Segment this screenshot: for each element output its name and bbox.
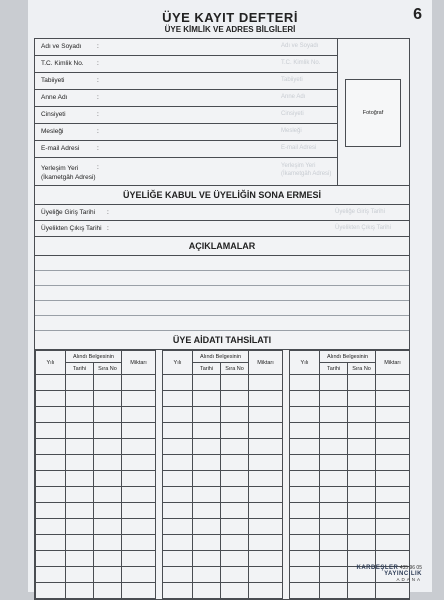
- column-gap: [283, 439, 290, 455]
- fee-cell[interactable]: [249, 487, 283, 503]
- fee-cell[interactable]: [221, 503, 249, 519]
- fee-cell[interactable]: [94, 519, 122, 535]
- fee-cell[interactable]: [221, 423, 249, 439]
- fee-cell[interactable]: [66, 471, 94, 487]
- fee-cell[interactable]: [94, 391, 122, 407]
- fee-cell[interactable]: [193, 407, 221, 423]
- fee-cell[interactable]: [66, 535, 94, 551]
- amount-header: Miktarı: [376, 351, 410, 375]
- column-gap: [156, 551, 163, 567]
- fee-cell[interactable]: [221, 471, 249, 487]
- fee-cell[interactable]: [122, 535, 156, 551]
- fee-cell[interactable]: [320, 423, 348, 439]
- fee-row: [36, 439, 410, 455]
- notes-section-title: AÇIKLAMALAR: [35, 237, 409, 256]
- fee-cell[interactable]: [66, 487, 94, 503]
- column-gap: [283, 375, 290, 391]
- fee-cell[interactable]: [163, 455, 193, 471]
- fee-cell[interactable]: [290, 391, 320, 407]
- field-colon: :: [97, 128, 99, 135]
- fee-cell[interactable]: [122, 439, 156, 455]
- column-gap: [283, 583, 290, 599]
- fee-row: [36, 423, 410, 439]
- fee-row: [36, 583, 410, 599]
- fee-cell[interactable]: [320, 487, 348, 503]
- field-watermark: Cinsiyeti: [281, 111, 304, 117]
- serial-header: Sıra No: [221, 363, 249, 375]
- notes-line[interactable]: [35, 271, 409, 286]
- fee-cell[interactable]: [163, 487, 193, 503]
- fee-cell[interactable]: [290, 455, 320, 471]
- publisher-logo: [357, 565, 422, 582]
- field-row[interactable]: [35, 124, 337, 141]
- fee-row: [36, 551, 410, 567]
- fee-cell[interactable]: [94, 455, 122, 471]
- fee-cell[interactable]: [249, 503, 283, 519]
- field-row[interactable]: [35, 90, 337, 107]
- fee-cell[interactable]: [249, 375, 283, 391]
- fee-cell[interactable]: [94, 583, 122, 599]
- fee-cell[interactable]: [290, 375, 320, 391]
- fee-cell[interactable]: [122, 567, 156, 583]
- amount-header: Miktarı: [122, 351, 156, 375]
- column-gap: [156, 351, 163, 375]
- date-header: Tarihi: [320, 363, 348, 375]
- personal-fields: [35, 39, 338, 185]
- year-header: Yılı: [163, 351, 193, 375]
- fees-subheader-row: [36, 363, 410, 375]
- fee-cell[interactable]: [249, 439, 283, 455]
- fee-cell[interactable]: [36, 551, 66, 567]
- photo-column: [337, 39, 409, 185]
- fee-cell[interactable]: [193, 551, 221, 567]
- column-gap: [283, 391, 290, 407]
- year-header: Yılı: [290, 351, 320, 375]
- residence-watermark-note: (İkametgâh Adresi): [281, 171, 332, 177]
- fee-cell[interactable]: [249, 519, 283, 535]
- column-gap: [283, 567, 290, 583]
- residence-colon: :: [97, 164, 99, 171]
- fee-cell[interactable]: [193, 503, 221, 519]
- column-gap: [283, 407, 290, 423]
- photo-box[interactable]: [345, 79, 401, 147]
- column-gap: [283, 551, 290, 567]
- fee-cell[interactable]: [348, 439, 376, 455]
- fee-cell[interactable]: [249, 407, 283, 423]
- column-gap: [156, 455, 163, 471]
- personal-info-block: [35, 39, 409, 186]
- field-colon: :: [97, 145, 99, 152]
- column-gap: [156, 407, 163, 423]
- field-label: Tabiiyeti: [41, 77, 65, 84]
- fee-cell[interactable]: [66, 423, 94, 439]
- column-gap: [156, 567, 163, 583]
- fees-header-row: [36, 351, 410, 363]
- fee-cell[interactable]: [376, 519, 410, 535]
- membership-field-watermark: Üyelikten Çıkış Tarihi: [335, 225, 391, 231]
- membership-section-title: ÜYELİĞE KABUL VE ÜYELİĞİN SONA ERMESİ: [35, 186, 409, 205]
- fee-cell[interactable]: [163, 567, 193, 583]
- fee-cell[interactable]: [221, 519, 249, 535]
- date-header: Tarihi: [66, 363, 94, 375]
- fee-cell[interactable]: [348, 423, 376, 439]
- fees-section-title: ÜYE AİDATI TAHSİLATI: [35, 331, 409, 350]
- fee-cell[interactable]: [320, 439, 348, 455]
- membership-field-row[interactable]: [35, 221, 409, 237]
- fee-cell[interactable]: [249, 535, 283, 551]
- fee-cell[interactable]: [66, 567, 94, 583]
- fee-cell[interactable]: [94, 439, 122, 455]
- field-watermark: Adı ve Soyadı: [281, 43, 319, 49]
- fee-cell[interactable]: [376, 503, 410, 519]
- fee-cell[interactable]: [94, 503, 122, 519]
- fee-cell[interactable]: [290, 551, 320, 567]
- page-title: ÜYE KAYIT DEFTERİ: [162, 10, 298, 25]
- fee-cell[interactable]: [320, 455, 348, 471]
- fee-cell[interactable]: [249, 471, 283, 487]
- fee-cell[interactable]: [221, 551, 249, 567]
- fee-cell[interactable]: [94, 407, 122, 423]
- fee-cell[interactable]: [94, 551, 122, 567]
- fee-cell[interactable]: [348, 535, 376, 551]
- fee-cell[interactable]: [348, 487, 376, 503]
- date-header: Tarihi: [193, 363, 221, 375]
- field-watermark: Anne Adı: [281, 94, 306, 100]
- form-page: [28, 0, 432, 592]
- fee-cell[interactable]: [36, 567, 66, 583]
- fee-cell[interactable]: [290, 423, 320, 439]
- receipt-header: Alındı Belgesinin: [193, 351, 249, 363]
- fee-cell[interactable]: [376, 407, 410, 423]
- fee-cell[interactable]: [36, 439, 66, 455]
- fee-cell[interactable]: [221, 375, 249, 391]
- fee-cell[interactable]: [122, 471, 156, 487]
- fee-cell[interactable]: [290, 439, 320, 455]
- residence-label: [41, 164, 96, 182]
- fee-cell[interactable]: [320, 391, 348, 407]
- member-form: [34, 38, 410, 600]
- fee-row: [36, 503, 410, 519]
- serial-header: Sıra No: [94, 363, 122, 375]
- field-row[interactable]: [35, 39, 337, 56]
- fee-cell[interactable]: [249, 391, 283, 407]
- field-colon: :: [97, 43, 99, 50]
- fee-cell[interactable]: [376, 423, 410, 439]
- receipt-header: Alındı Belgesinin: [66, 351, 122, 363]
- fee-cell[interactable]: [163, 583, 193, 599]
- fee-cell[interactable]: [122, 407, 156, 423]
- fee-cell[interactable]: [94, 487, 122, 503]
- fee-row: [36, 375, 410, 391]
- fee-cell[interactable]: [94, 535, 122, 551]
- fee-cell[interactable]: [290, 519, 320, 535]
- fee-cell[interactable]: [122, 519, 156, 535]
- amount-header: Miktarı: [249, 351, 283, 375]
- fee-cell[interactable]: [193, 375, 221, 391]
- fee-cell[interactable]: [163, 551, 193, 567]
- residence-watermark-main: Yerleşim Yeri: [281, 163, 316, 169]
- fee-cell[interactable]: [249, 423, 283, 439]
- field-label: Adı ve Soyadı: [41, 43, 82, 50]
- fee-cell[interactable]: [290, 471, 320, 487]
- fee-cell[interactable]: [221, 487, 249, 503]
- fee-row: [36, 487, 410, 503]
- fee-cell[interactable]: [94, 423, 122, 439]
- column-gap: [283, 423, 290, 439]
- membership-field-watermark: Üyeliğe Giriş Tarihi: [335, 209, 385, 215]
- page-number: 6: [413, 6, 422, 23]
- fee-cell[interactable]: [193, 487, 221, 503]
- fee-cell[interactable]: [193, 583, 221, 599]
- fee-cell[interactable]: [122, 583, 156, 599]
- residence-row[interactable]: [35, 158, 337, 191]
- fee-cell[interactable]: [36, 407, 66, 423]
- photo-label: Fotoğraf: [362, 110, 384, 116]
- notes-line[interactable]: [35, 286, 409, 301]
- fee-cell[interactable]: [320, 503, 348, 519]
- fee-cell[interactable]: [163, 375, 193, 391]
- field-watermark: T.C. Kimlik No.: [281, 60, 321, 66]
- fee-cell[interactable]: [320, 567, 348, 583]
- fee-cell[interactable]: [376, 375, 410, 391]
- fee-cell[interactable]: [348, 455, 376, 471]
- fee-cell[interactable]: [348, 407, 376, 423]
- field-label: Anne Adı: [41, 94, 68, 101]
- fee-cell[interactable]: [221, 455, 249, 471]
- membership-fields: [35, 205, 409, 237]
- fee-cell[interactable]: [94, 567, 122, 583]
- field-label: T.C. Kimlik No.: [41, 60, 84, 67]
- fee-cell[interactable]: [348, 503, 376, 519]
- column-gap: [156, 535, 163, 551]
- fee-cell[interactable]: [66, 455, 94, 471]
- fee-row: [36, 535, 410, 551]
- fee-cell[interactable]: [66, 551, 94, 567]
- fee-cell[interactable]: [36, 487, 66, 503]
- fee-cell[interactable]: [376, 471, 410, 487]
- fee-cell[interactable]: [376, 583, 410, 599]
- field-colon: :: [97, 94, 99, 101]
- fee-cell[interactable]: [320, 551, 348, 567]
- column-gap: [156, 439, 163, 455]
- column-gap: [156, 583, 163, 599]
- fees-table: [35, 350, 410, 599]
- fee-row: [36, 519, 410, 535]
- fee-cell[interactable]: [122, 551, 156, 567]
- fee-row: [36, 471, 410, 487]
- fee-cell[interactable]: [122, 487, 156, 503]
- notes-line[interactable]: [35, 316, 409, 331]
- column-gap: [283, 351, 290, 375]
- fee-cell[interactable]: [221, 391, 249, 407]
- column-gap: [283, 487, 290, 503]
- fee-cell[interactable]: [36, 471, 66, 487]
- fee-cell[interactable]: [320, 519, 348, 535]
- column-gap: [156, 423, 163, 439]
- column-gap: [283, 455, 290, 471]
- field-colon: :: [97, 111, 99, 118]
- fee-cell[interactable]: [66, 375, 94, 391]
- fee-cell[interactable]: [163, 407, 193, 423]
- field-label: Cinsiyeti: [41, 111, 66, 118]
- fee-cell[interactable]: [163, 535, 193, 551]
- field-colon: :: [97, 77, 99, 84]
- fee-cell[interactable]: [94, 471, 122, 487]
- fee-cell[interactable]: [66, 391, 94, 407]
- membership-field-row[interactable]: [35, 205, 409, 221]
- fee-cell[interactable]: [249, 455, 283, 471]
- fee-cell[interactable]: [320, 407, 348, 423]
- fee-cell[interactable]: [36, 391, 66, 407]
- fee-cell[interactable]: [193, 471, 221, 487]
- fee-cell[interactable]: [193, 567, 221, 583]
- notes-area[interactable]: [35, 256, 409, 331]
- fee-cell[interactable]: [163, 519, 193, 535]
- fee-cell[interactable]: [221, 439, 249, 455]
- field-row[interactable]: [35, 141, 337, 158]
- fee-cell[interactable]: [290, 407, 320, 423]
- fee-cell[interactable]: [290, 535, 320, 551]
- brand-phone: 435 96 05: [399, 565, 422, 571]
- field-watermark: E-mail Adresi: [281, 145, 317, 151]
- fee-cell[interactable]: [221, 583, 249, 599]
- fee-cell[interactable]: [193, 535, 221, 551]
- receipt-header: Alındı Belgesinin: [320, 351, 376, 363]
- brand-city: ADANA: [396, 577, 422, 582]
- fee-cell[interactable]: [193, 519, 221, 535]
- fee-cell[interactable]: [320, 583, 348, 599]
- brand-line2: YAYINCILIK: [384, 571, 422, 577]
- fee-cell[interactable]: [193, 439, 221, 455]
- fee-cell[interactable]: [163, 439, 193, 455]
- fee-cell[interactable]: [163, 471, 193, 487]
- column-gap: [156, 471, 163, 487]
- fee-cell[interactable]: [94, 375, 122, 391]
- membership-field-colon: :: [107, 225, 109, 232]
- column-gap: [156, 375, 163, 391]
- fee-cell[interactable]: [66, 503, 94, 519]
- column-gap: [283, 471, 290, 487]
- fee-cell[interactable]: [348, 519, 376, 535]
- fee-cell[interactable]: [376, 439, 410, 455]
- fee-cell[interactable]: [122, 391, 156, 407]
- fee-cell[interactable]: [249, 551, 283, 567]
- field-row[interactable]: [35, 56, 337, 73]
- column-gap: [156, 519, 163, 535]
- column-gap: [156, 503, 163, 519]
- fee-cell[interactable]: [348, 583, 376, 599]
- residence-label-note: (İkametgâh Adresi): [41, 174, 96, 181]
- fee-row: [36, 567, 410, 583]
- fee-cell[interactable]: [122, 455, 156, 471]
- field-label: E-mail Adresi: [41, 145, 80, 152]
- fee-cell[interactable]: [193, 455, 221, 471]
- field-watermark: Mesleği: [281, 128, 302, 134]
- fee-cell[interactable]: [122, 375, 156, 391]
- fee-cell[interactable]: [290, 503, 320, 519]
- fee-cell[interactable]: [163, 503, 193, 519]
- field-row[interactable]: [35, 107, 337, 124]
- fee-cell[interactable]: [36, 375, 66, 391]
- fee-cell[interactable]: [163, 423, 193, 439]
- fee-cell[interactable]: [36, 535, 66, 551]
- fee-cell[interactable]: [290, 487, 320, 503]
- membership-field-label: Üyelikten Çıkış Tarihi: [41, 225, 102, 232]
- residence-label-main: Yerleşim Yeri: [41, 165, 79, 172]
- year-header: Yılı: [36, 351, 66, 375]
- fee-cell[interactable]: [221, 535, 249, 551]
- fee-cell[interactable]: [376, 455, 410, 471]
- column-gap: [283, 519, 290, 535]
- fee-cell[interactable]: [376, 391, 410, 407]
- membership-field-label: Üyeliğe Giriş Tarihi: [41, 209, 96, 216]
- notes-line[interactable]: [35, 301, 409, 316]
- fee-cell[interactable]: [221, 567, 249, 583]
- fee-cell[interactable]: [320, 471, 348, 487]
- serial-header: Sıra No: [348, 363, 376, 375]
- column-gap: [283, 535, 290, 551]
- fee-cell[interactable]: [193, 391, 221, 407]
- fee-cell[interactable]: [290, 583, 320, 599]
- notes-line[interactable]: [35, 256, 409, 271]
- field-row[interactable]: [35, 73, 337, 90]
- field-label: Mesleği: [41, 128, 64, 135]
- fee-cell[interactable]: [122, 423, 156, 439]
- fee-cell[interactable]: [348, 375, 376, 391]
- fee-row: [36, 455, 410, 471]
- column-gap: [156, 391, 163, 407]
- fee-cell[interactable]: [249, 567, 283, 583]
- fee-cell[interactable]: [348, 471, 376, 487]
- field-colon: :: [97, 60, 99, 67]
- fee-cell[interactable]: [376, 487, 410, 503]
- fee-cell[interactable]: [36, 503, 66, 519]
- fee-cell[interactable]: [163, 391, 193, 407]
- fee-cell[interactable]: [320, 535, 348, 551]
- column-gap: [283, 503, 290, 519]
- fee-cell[interactable]: [122, 503, 156, 519]
- field-watermark: Tabiiyeti: [281, 77, 303, 83]
- fee-cell[interactable]: [66, 439, 94, 455]
- brand-line1: KARDEŞLER: [356, 565, 399, 571]
- fee-cell[interactable]: [36, 455, 66, 471]
- fee-cell[interactable]: [66, 519, 94, 535]
- fee-cell[interactable]: [249, 583, 283, 599]
- fee-cell[interactable]: [36, 423, 66, 439]
- residence-watermark: [281, 162, 331, 178]
- fee-cell[interactable]: [36, 583, 66, 599]
- fee-cell[interactable]: [348, 391, 376, 407]
- fee-cell[interactable]: [36, 519, 66, 535]
- membership-field-colon: :: [107, 209, 109, 216]
- fee-row: [36, 407, 410, 423]
- fee-cell[interactable]: [376, 535, 410, 551]
- fee-cell[interactable]: [66, 407, 94, 423]
- column-gap: [156, 487, 163, 503]
- fee-cell[interactable]: [221, 407, 249, 423]
- fee-cell[interactable]: [193, 423, 221, 439]
- fee-cell[interactable]: [66, 583, 94, 599]
- fee-cell[interactable]: [320, 375, 348, 391]
- fee-row: [36, 391, 410, 407]
- fee-cell[interactable]: [290, 567, 320, 583]
- page-subtitle: ÜYE KİMLİK VE ADRES BİLGİLERİ: [164, 25, 296, 34]
